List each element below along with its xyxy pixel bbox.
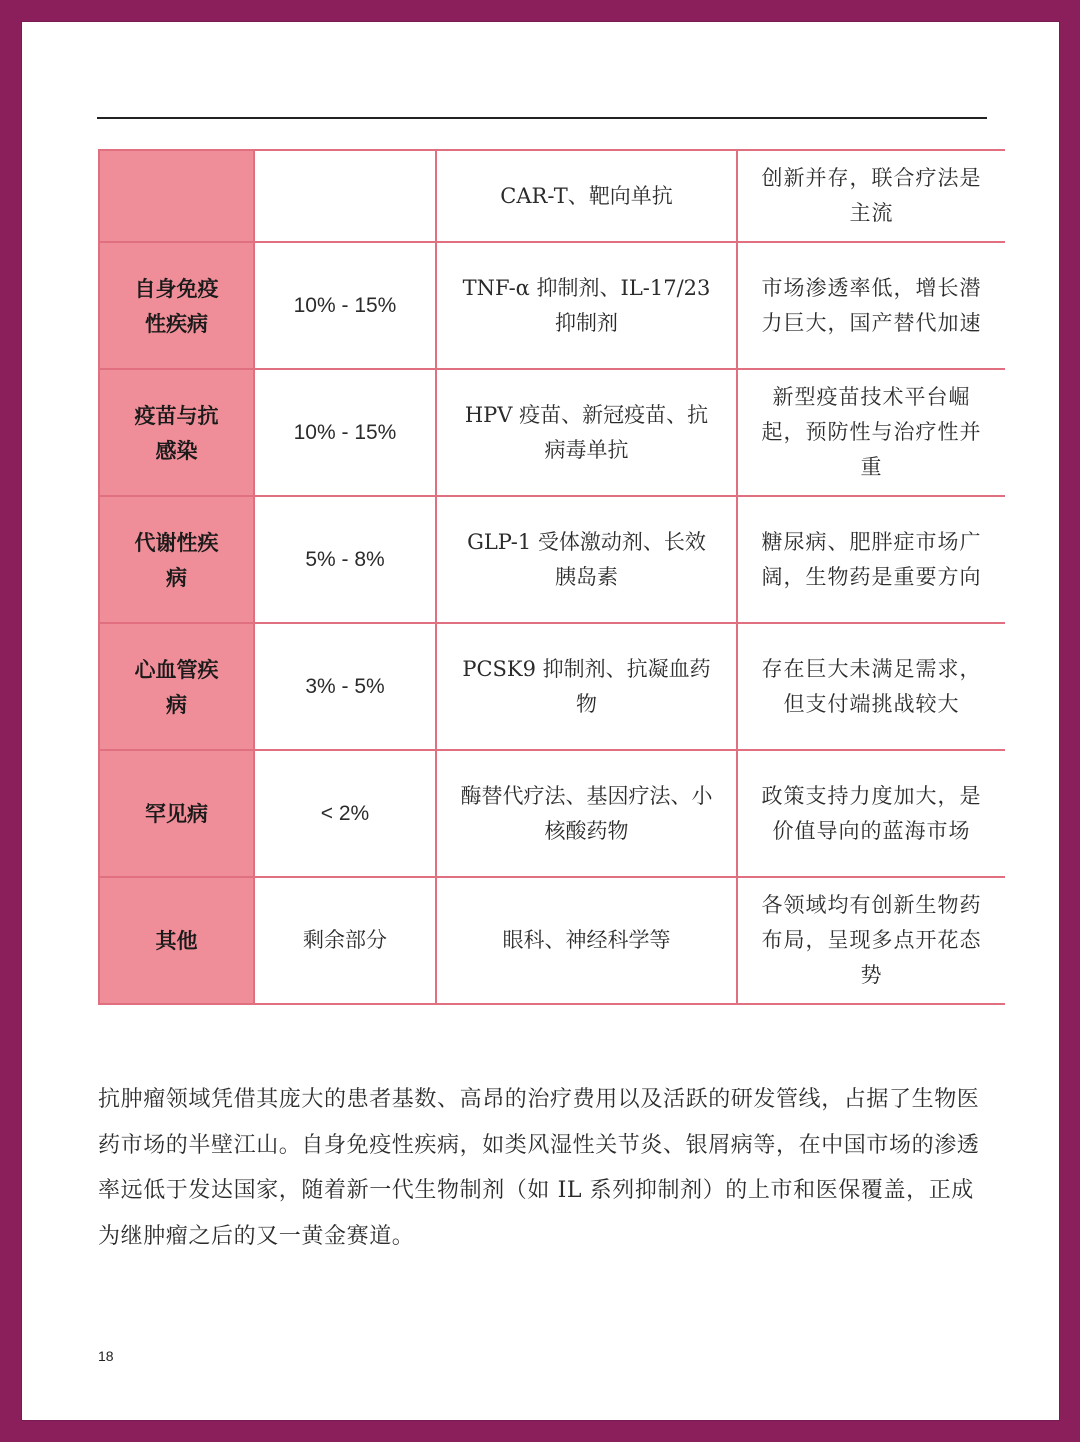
category-cell: 心血管疾病 (99, 623, 254, 750)
trend-cell: 糖尿病、肥胖症市场广阔，生物药是重要方向 (737, 496, 1005, 623)
category-cell: 代谢性疾病 (99, 496, 254, 623)
trend-cell: 创新并存，联合疗法是主流 (737, 150, 1005, 242)
document-page (22, 22, 1059, 1420)
drugs-cell: HPV 疫苗、新冠疫苗、抗病毒单抗 (436, 369, 737, 496)
header-rule (97, 117, 987, 119)
category-cell: 疫苗与抗感染 (99, 369, 254, 496)
share-cell: 10% - 15% (254, 242, 436, 369)
share-cell (254, 150, 436, 242)
table-row (99, 877, 1005, 1004)
market-share-table (98, 149, 1005, 1005)
trend-cell: 各领域均有创新生物药布局，呈现多点开花态势 (737, 877, 1005, 1004)
trend-cell: 存在巨大未满足需求，但支付端挑战较大 (737, 623, 1005, 750)
category-cell: 自身免疫性疾病 (99, 242, 254, 369)
share-cell: < 2% (254, 750, 436, 877)
drugs-cell: 眼科、神经科学等 (436, 877, 737, 1004)
table-row (99, 496, 1005, 623)
body-paragraph: 抗肿瘤领域凭借其庞大的患者基数、高昂的治疗费用以及活跃的研发管线，占据了生物医药市场的半壁江山。自身免疫性疾病，如类风湿性关节炎、银屑病等，在中国市场的渗透率远低于发达国家，随着新一代生物制剂（如 IL 系列抑制剂）的上市和医保覆盖，正成为继肿瘤之后的又一黄金赛道。 (98, 1087, 980, 1249)
table-row (99, 150, 1005, 242)
trend-cell: 新型疫苗技术平台崛起，预防性与治疗性并重 (737, 369, 1005, 496)
trend-cell: 政策支持力度加大，是价值导向的蓝海市场 (737, 750, 1005, 877)
trend-cell: 市场渗透率低，增长潜力巨大，国产替代加速 (737, 242, 1005, 369)
drugs-cell: CAR-T、靶向单抗 (436, 150, 737, 242)
category-cell (99, 150, 254, 242)
table-row (99, 750, 1005, 877)
category-cell: 其他 (99, 877, 254, 1004)
share-cell: 3% - 5% (254, 623, 436, 750)
category-cell: 罕见病 (99, 750, 254, 877)
share-cell: 剩余部分 (254, 877, 436, 1004)
drugs-cell: GLP-1 受体激动剂、长效胰岛素 (436, 496, 737, 623)
drugs-cell: TNF-α 抑制剂、IL-17/23 抑制剂 (436, 242, 737, 369)
table-row (99, 242, 1005, 369)
page-number: 18 (98, 1348, 114, 1364)
drugs-cell: PCSK9 抑制剂、抗凝血药物 (436, 623, 737, 750)
table-row (99, 369, 1005, 496)
share-cell: 10% - 15% (254, 369, 436, 496)
table-row (99, 623, 1005, 750)
share-cell: 5% - 8% (254, 496, 436, 623)
drugs-cell: 酶替代疗法、基因疗法、小核酸药物 (436, 750, 737, 877)
